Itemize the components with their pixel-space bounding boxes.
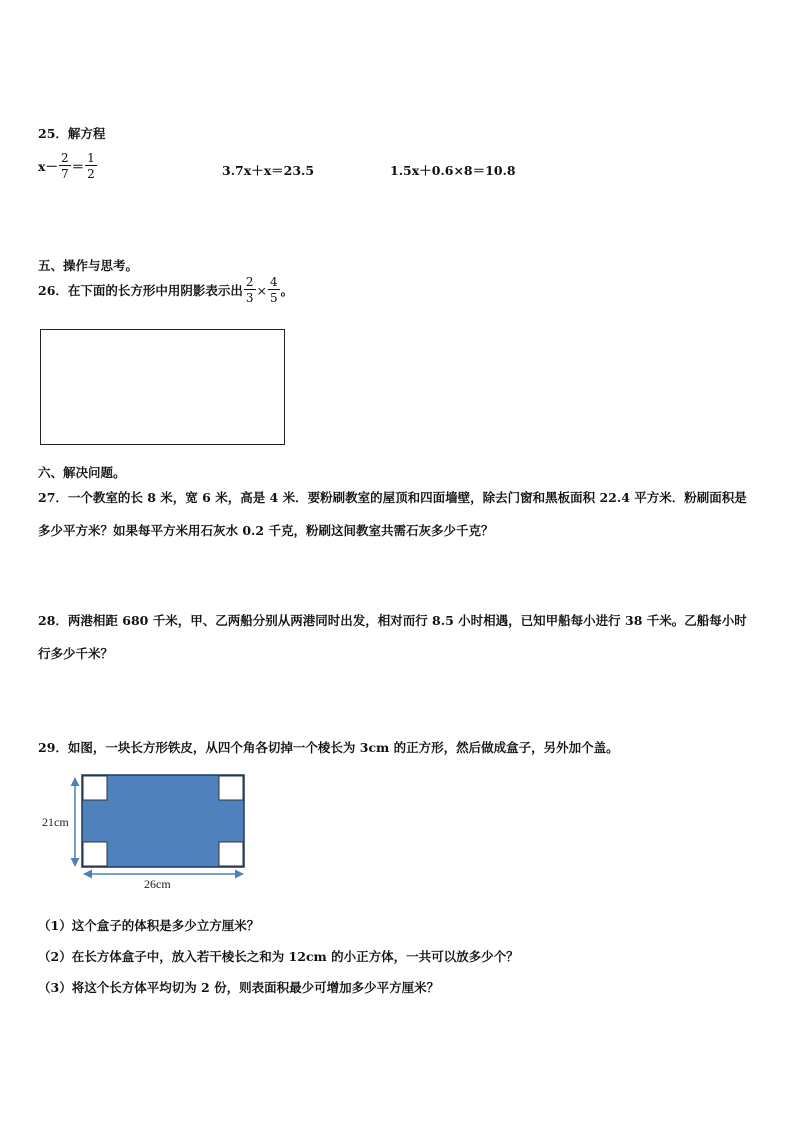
fraction-denominator: 3 [245, 291, 254, 305]
q25-title: 25．解方程 [38, 126, 106, 141]
q25-equation-3: 1.5x＋0.6×8＝10.8 [390, 163, 516, 178]
fraction-4-5 [268, 276, 280, 304]
q27-text: 27．一个教室的长 8 米，宽 6 米，高是 4 米．要粉刷教室的屋顶和四面墙壁，除去门窗和黑板面积 22.4 平方米．粉刷面积是多少平方米？如果每平方米用石灰水 0.2 千克，粉刷这间教室共需石灰多少千克？ [38, 490, 747, 538]
fraction-numerator: 1 [87, 151, 95, 165]
q25-equation-2: 3.7x＋x＝23.5 [222, 163, 315, 178]
q26-prompt [38, 276, 293, 304]
fraction-2-3 [244, 276, 256, 304]
cut-corner-bottom-left [83, 842, 107, 866]
fraction-2-7 [59, 152, 71, 180]
fraction-numerator: 2 [245, 275, 254, 289]
height-label: 21cm [42, 815, 69, 829]
section-6-heading: 六、解决问题。 [38, 465, 126, 480]
eq1-prefix: x－ [38, 159, 58, 174]
q29-subquestion-2: （2）在长方体盒子中，放入若干棱长之和为 12cm 的小正方体，一共可以放多少个？ [38, 949, 519, 964]
equals-sign: ＝ [71, 159, 85, 174]
cut-corner-top-right [219, 776, 243, 800]
fraction-denominator: 2 [87, 167, 95, 181]
q29-subquestion-1: （1）这个盒子的体积是多少立方厘米？ [38, 918, 260, 933]
fraction-1-2 [85, 152, 97, 180]
q26-shading-rectangle[interactable] [40, 329, 285, 445]
box-net-diagram [30, 770, 270, 895]
fraction-numerator: 2 [60, 151, 69, 165]
q26-suffix: 。 [280, 283, 294, 298]
cut-corner-top-left [83, 776, 107, 800]
fraction-denominator: 7 [60, 167, 69, 181]
width-label: 26cm [144, 877, 171, 891]
q25-equation-1 [38, 152, 98, 180]
q29-text: 29．如图，一块长方形铁皮，从四个角各切掉一个棱长为 3cm 的正方形，然后做成盒子，另外加个盖。 [38, 740, 619, 755]
times-sign: × [256, 282, 268, 298]
q26-text: 26．在下面的长方形中用阴影表示出 [38, 283, 243, 298]
section-5-heading: 五、操作与思考。 [38, 258, 139, 273]
cut-corner-bottom-right [219, 842, 243, 866]
fraction-denominator: 5 [270, 291, 278, 305]
q28-text: 28．两港相距 680 千米，甲、乙两船分别从两港同时出发，相对而行 8.5 小时相遇，已知甲船每小进行 38 千米。乙船每小时行多少千米？ [38, 613, 747, 661]
q29-subquestion-3: （3）将这个长方体平均切为 2 份，则表面积最少可增加多少平方厘米？ [38, 980, 440, 995]
fraction-numerator: 4 [270, 275, 278, 289]
q29-figure [30, 770, 270, 898]
